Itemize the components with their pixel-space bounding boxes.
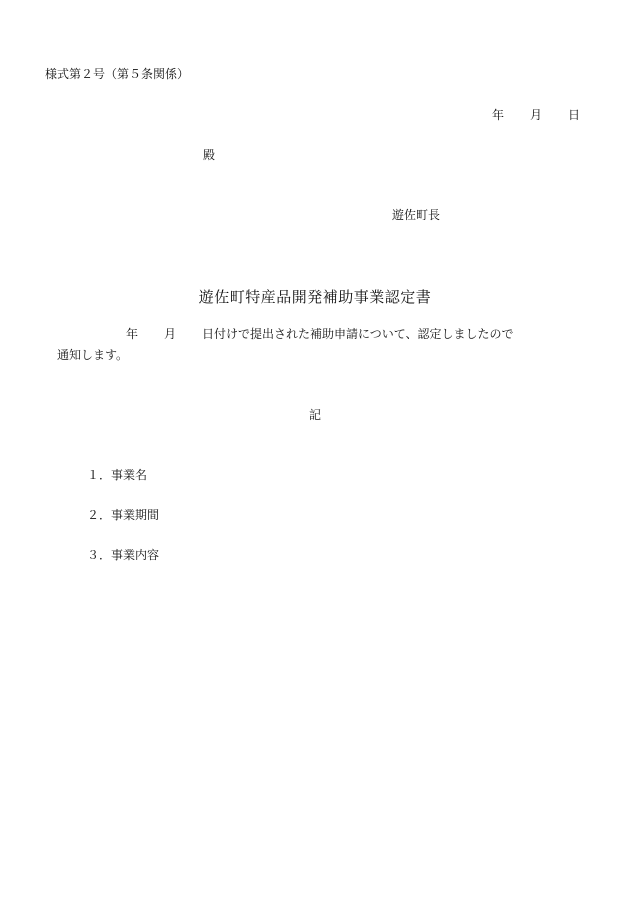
issuer-name: 遊佐町長	[392, 208, 441, 222]
item-project-content: ３．事業内容	[87, 548, 160, 562]
body-text-line-1	[126, 327, 514, 341]
item-project-period: ２．事業期間	[87, 508, 160, 522]
document-title: 遊佐町特産品開発補助事業認定書	[198, 288, 432, 306]
body-month-label: 月	[164, 327, 177, 341]
form-number: 様式第２号（第５条関係）	[45, 67, 190, 81]
date-month-label: 月	[530, 108, 543, 122]
body-line-1-rest: 日付けで提出された補助申請について、認定しましたので	[202, 327, 514, 341]
item-project-name: １．事業名	[87, 468, 148, 482]
issue-date	[492, 108, 580, 122]
body-text-line-2: 通知します。	[57, 348, 129, 362]
recipient-honorific: 殿	[203, 148, 216, 162]
date-day-label: 日	[568, 108, 581, 122]
date-year-label: 年	[492, 108, 505, 122]
ki-heading: 記	[309, 408, 322, 422]
body-year-label: 年	[126, 327, 139, 341]
